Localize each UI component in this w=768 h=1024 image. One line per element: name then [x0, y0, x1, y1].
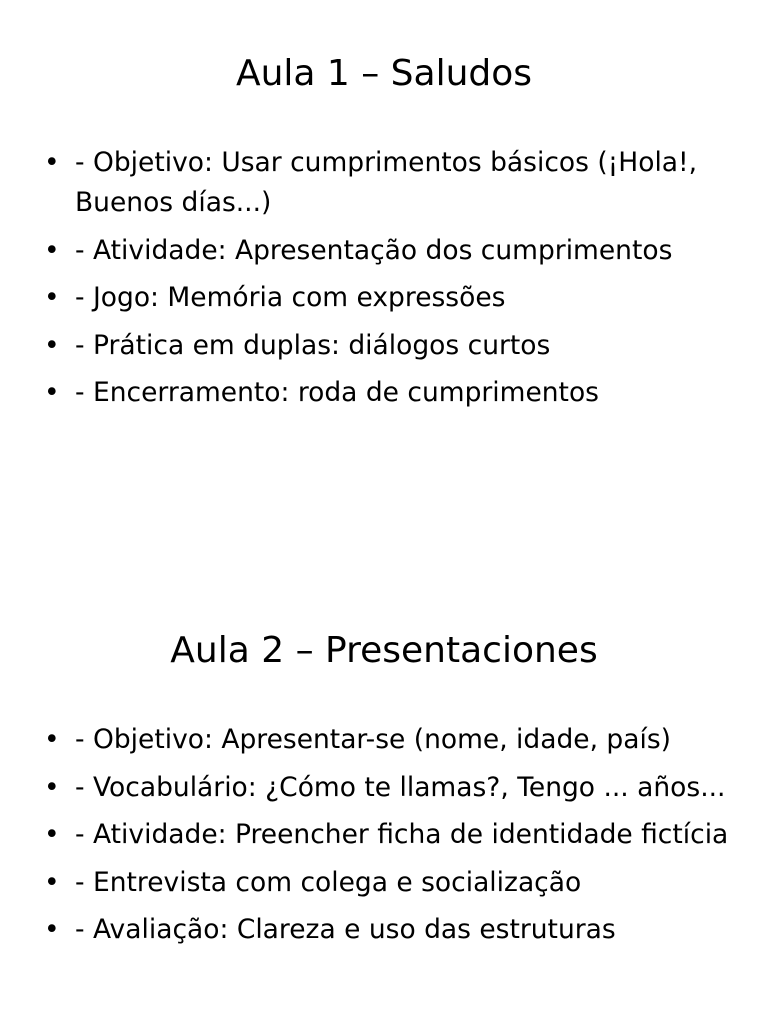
list-item [44, 231, 744, 271]
list-item [44, 326, 744, 366]
list-item [44, 278, 744, 318]
bullet-icon: • [44, 329, 60, 361]
bullet-list [44, 143, 744, 421]
bullet-icon: • [44, 234, 60, 266]
bullet-icon: • [44, 914, 60, 945]
bullet-text: - Entrevista com colega e socialização [75, 866, 582, 898]
list-item [44, 768, 744, 808]
bullet-icon: • [44, 377, 60, 408]
list-item [44, 910, 744, 950]
bullet-text: - Atividade: Preencher ficha de identidade fictícia [75, 819, 729, 850]
list-item [44, 143, 744, 223]
bullet-text: - Jogo: Memória com expressões [75, 282, 506, 313]
bullet-icon: • [44, 147, 60, 178]
list-item [44, 373, 744, 413]
bullet-icon: • [44, 724, 60, 755]
bullet-icon: • [44, 282, 60, 313]
bullet-text: - Avaliação: Clareza e uso das estruturas [75, 914, 616, 945]
bullet-icon: • [44, 819, 60, 850]
bullet-text: - Prática em duplas: diálogos curtos [75, 329, 551, 361]
list-item [44, 863, 744, 903]
slide-title: Aula 1 – Saludos [235, 53, 533, 94]
list-item [44, 815, 744, 855]
bullet-text: - Vocabulário: ¿Cómo te llamas?, Tengo ... años... [75, 771, 726, 803]
bullet-text: - Encerramento: roda de cumprimentos [75, 377, 599, 408]
bullet-list [44, 720, 744, 958]
bullet-icon: • [44, 771, 60, 803]
slide-title: Aula 2 – Presentaciones [170, 630, 598, 671]
list-item [44, 720, 744, 760]
bullet-text: - Atividade: Apresentação dos cumprimentos [75, 234, 673, 266]
bullet-icon: • [44, 866, 60, 898]
bullet-text: - Objetivo: Usar cumprimentos básicos (¡Hola!, Buenos días...) [75, 147, 698, 218]
bullet-text: - Objetivo: Apresentar-se (nome, idade, país) [75, 724, 672, 755]
